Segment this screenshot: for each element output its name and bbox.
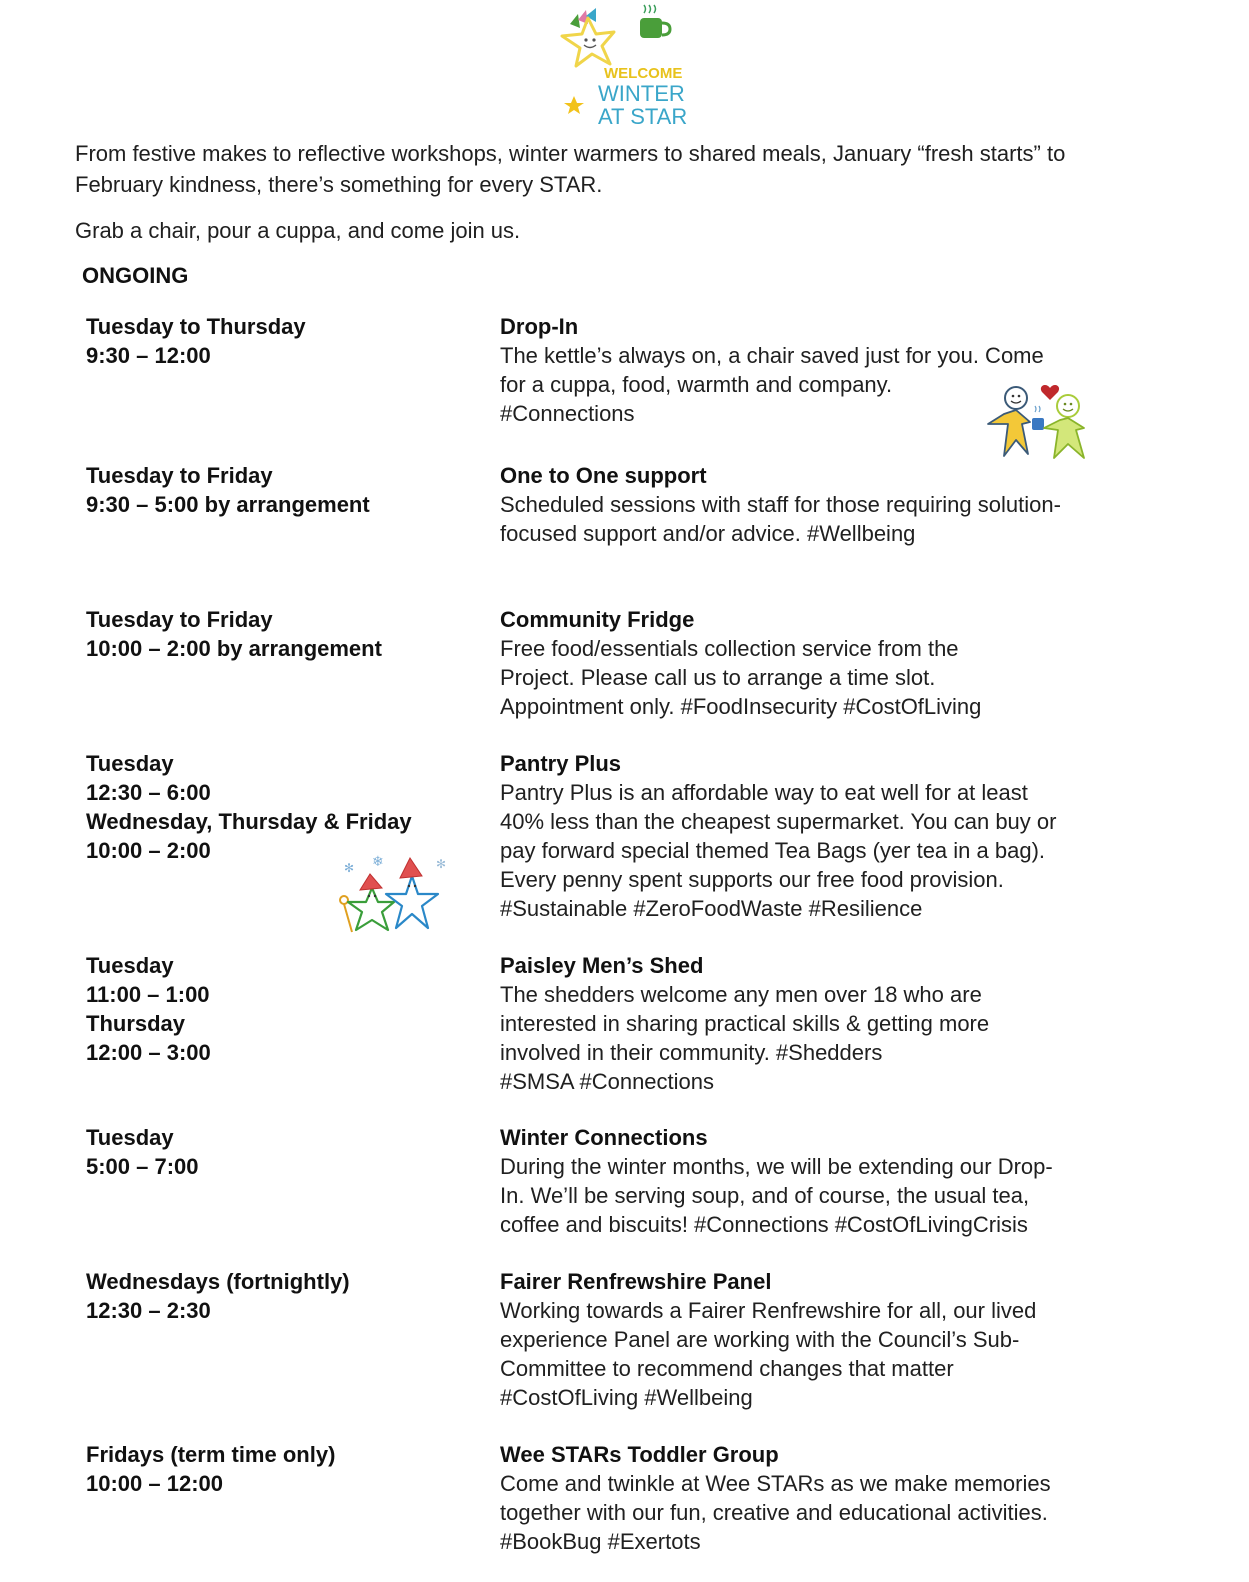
- event-title: Wee STARs Toddler Group: [500, 1442, 779, 1467]
- svg-text:WELCOME: WELCOME: [604, 65, 683, 82]
- event-title: Fairer Renfrewshire Panel: [500, 1269, 772, 1294]
- event-description: The shedders welcome any men over 18 who are interested in sharing practical skills & getting more involved in their community. #Shedders #SMSA #Connections: [500, 982, 990, 1094]
- event-schedule-line: Wednesdays (fortnightly): [86, 1269, 350, 1294]
- event-details: [500, 1267, 1160, 1412]
- event-title: Pantry Plus: [500, 751, 622, 776]
- event-details: [500, 461, 1160, 548]
- event-title: One to One support: [500, 463, 707, 488]
- event-description: Pantry Plus is an affordable way to eat well for at least 40% less than the cheapest supermarket. You can buy or pay forward special themed Tea Bags (yer tea in a bag). Every penny spent supports our free food provision. #Sustainable #ZeroFoodWaste #Resilience: [500, 780, 1057, 921]
- event-details: [500, 749, 1160, 923]
- svg-text:✻: ✻: [436, 857, 447, 871]
- event-schedule-line: 9:30 – 12:00: [86, 343, 211, 368]
- event-schedule: [86, 312, 486, 370]
- event-schedule: [86, 605, 486, 663]
- event-schedule-line: Tuesday: [86, 953, 174, 978]
- section-title-ongoing: ONGOING: [82, 263, 189, 288]
- star-character-icon: [552, 4, 702, 130]
- event-description: Free food/essentials collection service from the Project. Please call us to arrange a time slot. Appointment only. #FoodInsecurity #CostOfLiving: [500, 636, 982, 719]
- event-schedule-line: 12:00 – 3:00: [86, 1040, 211, 1065]
- event-schedule: [86, 1123, 486, 1181]
- svg-text:WINTER: WINTER: [598, 81, 685, 106]
- event-description: The kettle’s always on, a chair saved just for you. Come for a cuppa, food, warmth and company. #Connections: [500, 343, 1044, 426]
- svg-text:AT STAR: AT STAR: [598, 104, 688, 129]
- event-description: Working towards a Fairer Renfrewshire for all, our lived experience Panel are working with the Council’s Sub- Committee to recommend changes that matter #CostOfLiving #Wellbeing: [500, 1298, 1037, 1410]
- event-schedule-line: Wednesday, Thursday & Friday: [86, 809, 412, 834]
- event-schedule-line: 10:00 – 2:00: [86, 838, 211, 863]
- event-schedule-line: Tuesday to Friday: [86, 607, 273, 632]
- two-friends-sharing-tea-icon: [982, 378, 1102, 460]
- event-schedule-line: 10:00 – 12:00: [86, 1471, 223, 1496]
- welcome-winter-logo: [552, 4, 702, 130]
- event-schedule-line: 5:00 – 7:00: [86, 1154, 199, 1179]
- event-schedule-line: Tuesday: [86, 1125, 174, 1150]
- event-schedule-line: Fridays (term time only): [86, 1442, 336, 1467]
- intro: [75, 138, 1155, 246]
- event-schedule-line: 10:00 – 2:00 by arrangement: [86, 636, 382, 661]
- intro-paragraph: From festive makes to reflective workshops, winter warmers to shared meals, January “fresh starts” to February kindness, there’s something for every STAR.: [75, 141, 1066, 197]
- tea-cup-icon: [640, 5, 670, 38]
- event-schedule: [86, 461, 486, 519]
- event-schedule-line: Tuesday to Thursday: [86, 314, 306, 339]
- festive-stars-with-santa-hats-icon: [336, 852, 454, 940]
- event-schedule-line: 12:30 – 2:30: [86, 1298, 211, 1323]
- svg-text:✻: ✻: [344, 861, 355, 875]
- event-title: Paisley Men’s Shed: [500, 953, 704, 978]
- event-title: Winter Connections: [500, 1125, 708, 1150]
- event-details: [500, 1123, 1160, 1239]
- event-schedule: [86, 1267, 486, 1325]
- event-schedule-line: Tuesday: [86, 751, 174, 776]
- event-schedule-line: 12:30 – 6:00: [86, 780, 211, 805]
- event-description: During the winter months, we will be extending our Drop- In. We’ll be serving soup, and of course, the usual tea, coffee and biscuits! #Connections #CostOfLivingCrisis: [500, 1154, 1053, 1237]
- event-schedule-line: Thursday: [86, 1011, 186, 1036]
- event-schedule: [86, 1440, 486, 1498]
- event-details: [500, 1440, 1160, 1556]
- event-schedule-line: 11:00 – 1:00: [86, 982, 210, 1007]
- svg-text:❄: ❄: [372, 853, 384, 869]
- event-description: Scheduled sessions with staff for those requiring solution- focused support and/or advice. #Wellbeing: [500, 492, 1061, 546]
- intro-invitation: Grab a chair, pour a cuppa, and come join us.: [75, 218, 521, 243]
- event-details: [500, 951, 1160, 1096]
- small-star-icon: [564, 96, 584, 114]
- event-title: Drop-In: [500, 314, 579, 339]
- event-schedule-line: 9:30 – 5:00 by arrangement: [86, 492, 370, 517]
- event-details: [500, 605, 1160, 721]
- event-schedule: [86, 951, 486, 1067]
- event-schedule: [86, 749, 486, 865]
- event-title: Community Fridge: [500, 607, 695, 632]
- event-schedule-line: Tuesday to Friday: [86, 463, 273, 488]
- event-description: Come and twinkle at Wee STARs as we make memories together with our fun, creative and educational activities. #BookBug #Exertots: [500, 1471, 1051, 1554]
